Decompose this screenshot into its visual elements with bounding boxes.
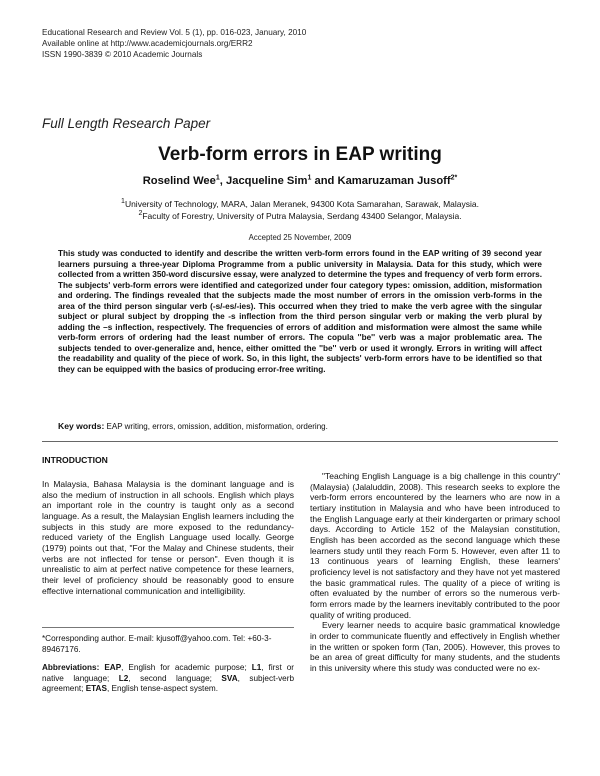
affiliation-text: Faculty of Forestry, University of Putra Malaysia, Serdang 43400 Selangor, Malaysia. (142, 210, 462, 221)
author-affil-mark: 2* (450, 174, 458, 182)
abbreviation-term: SVA (221, 673, 238, 683)
affiliation-mark: 2 (138, 209, 143, 217)
abbreviations (42, 663, 294, 695)
journal-url: Available online at http://www.academicjournals.org/ERR2 (42, 39, 253, 48)
abbreviation-definition: , English for academic purpose; (121, 663, 252, 672)
abbreviation-definition: , first or native language; (42, 663, 295, 683)
abbreviation-definition: , second language; (128, 673, 222, 683)
abbreviations-label: Abbreviations: (42, 663, 100, 672)
affiliation-2 (0, 211, 600, 223)
abbreviation-definition: , subject-verb agreement; (42, 673, 295, 694)
abbreviation-term: L2 (118, 673, 129, 683)
affiliation-text: University of Technology, MARA, Jalan Meranek, 94300 Kota Samarahan, Sarawak, Malaysia. (124, 199, 479, 209)
author-affil-mark: 1 (307, 174, 312, 182)
paper-title: Verb-form errors in EAP writing (158, 144, 442, 165)
keywords (58, 421, 542, 431)
affiliation-mark: 1 (121, 198, 125, 206)
author-name: Roselind Wee (142, 175, 216, 187)
paper-type: Full Length Research Paper (42, 116, 211, 131)
paragraph: "Teaching English Language is a big challenge in this country" (Malaysia) (Jalaluddin, 2008). This research seeks to explore the verb-form errors encountered by the learners who are now in a tertiary institution in Malaysia and who have been introduced to the English Language early at their kindergarten or primary school days. According to Article 152 of the Malaysian constitution, English has been accorded as the second language which these learners study until they reach Form 5. However, even after 11 to 13 continuous years of learning English, these learners' proficiency level is not satisfactory and they have not yet mastered the basic grammatical rules. The quality of a piece of writing is often evaluated by the number of errors so the numerous verb-form errors made by the learners inevitably contributed to the poor quality of writing produced. (310, 471, 560, 620)
author-separator: and (311, 175, 338, 187)
abstract: This study was conducted to identify and describe the written verb-form errors found in the EAP writing of 39 second year learners pursuing a three-year Diploma Programme from a public university in Malaysia. Data for this study, which were collected from a written 350-word discursive essay, were analyzed to determine the types and frequency of verb form errors. The subjects' verb-form errors were identified and categorized under four category types: omission, addition, misformation and ordering. The findings revealed that the subjects made the most number of errors in the omission verb-forms in the area of the third person singular verb (-s/-es/-ies). This occurred when they tried to make the verb agree with the singular subject or plural subject by dropping the -s inflection from the third person singular verb or making the verb plural by adding the –s inflection, respectively. The frequencies of errors of addition and misformation were almost the same while verb-form errors of ordering had the least number of errors. The copula ''be'' verb was a major problematic area. The subjects tended to over-generalize and, hence, either omitted the ''be'' verb or used it wrongly. Errors in writing will affect the readability and quality of the piece of work. So, in this light, the subjects' verb-form errors have to be identified so that they can be equipped with the basics of producing error-free writing. (58, 249, 542, 375)
author-name: Kamaruzaman Jusoff (337, 175, 451, 187)
keywords-text: EAP writing, errors, omission, addition, misformation, ordering. (104, 422, 328, 431)
author-list (0, 175, 600, 187)
keywords-label: Key words: (58, 421, 105, 431)
author-name: Jacqueline Sim (226, 175, 308, 187)
author-affil-mark: 1 (215, 174, 220, 182)
abbreviation-definition: , English tense-aspect system. (106, 684, 218, 694)
section-heading: INTRODUCTION (42, 455, 108, 465)
journal-issn: ISSN 1990-3839 © 2010 Academic Journals (42, 50, 203, 59)
paragraph: Every learner needs to acquire basic grammatical knowledge in order to communicate fluently and effectively in English whether in the written or spoken form (Tan, 2005). However, this proves to be an area of great difficulty for many students, and the students in this university where this study was conducted were no ex- (310, 620, 560, 673)
body-column-right (310, 471, 560, 673)
accepted-date: Accepted 25 November, 2009 (248, 233, 352, 242)
body-column-left (42, 479, 294, 596)
abbreviation-term: L1 (251, 663, 262, 672)
abbreviation-term: EAP (104, 663, 122, 672)
abbreviation-term: ETAS (85, 684, 107, 694)
affiliation-1 (0, 199, 600, 211)
footnote-divider (42, 627, 294, 628)
section-divider (42, 441, 558, 442)
affiliations (0, 199, 600, 222)
paragraph: In Malaysia, Bahasa Malaysia is the dominant language and is also the medium of instruction in all schools. English which plays an important role in the country is taught only as a second language. As a result, the Malaysian English learners including the subjects in this study are more exposed to the redundancy-reduced variety of the English Language used locally. George (1979) points out that, "For the Malay and Chinese students, their verbs are not inflected for tense or person". Even though it is unrealistic to aim at perfect native competence for these learners, their level of proficiency should be reasonably good to ensure effective international communication and intelligibility. (42, 479, 294, 596)
corresponding-author-footnote: *Corresponding author. E-mail: kjusoff@yahoo.com. Tel: +60-3-89467176. (42, 634, 272, 654)
journal-header (42, 27, 306, 60)
author-separator: , (219, 175, 226, 187)
journal-citation: Educational Research and Review Vol. 5 (1), pp. 016-023, January, 2010 (42, 28, 307, 37)
